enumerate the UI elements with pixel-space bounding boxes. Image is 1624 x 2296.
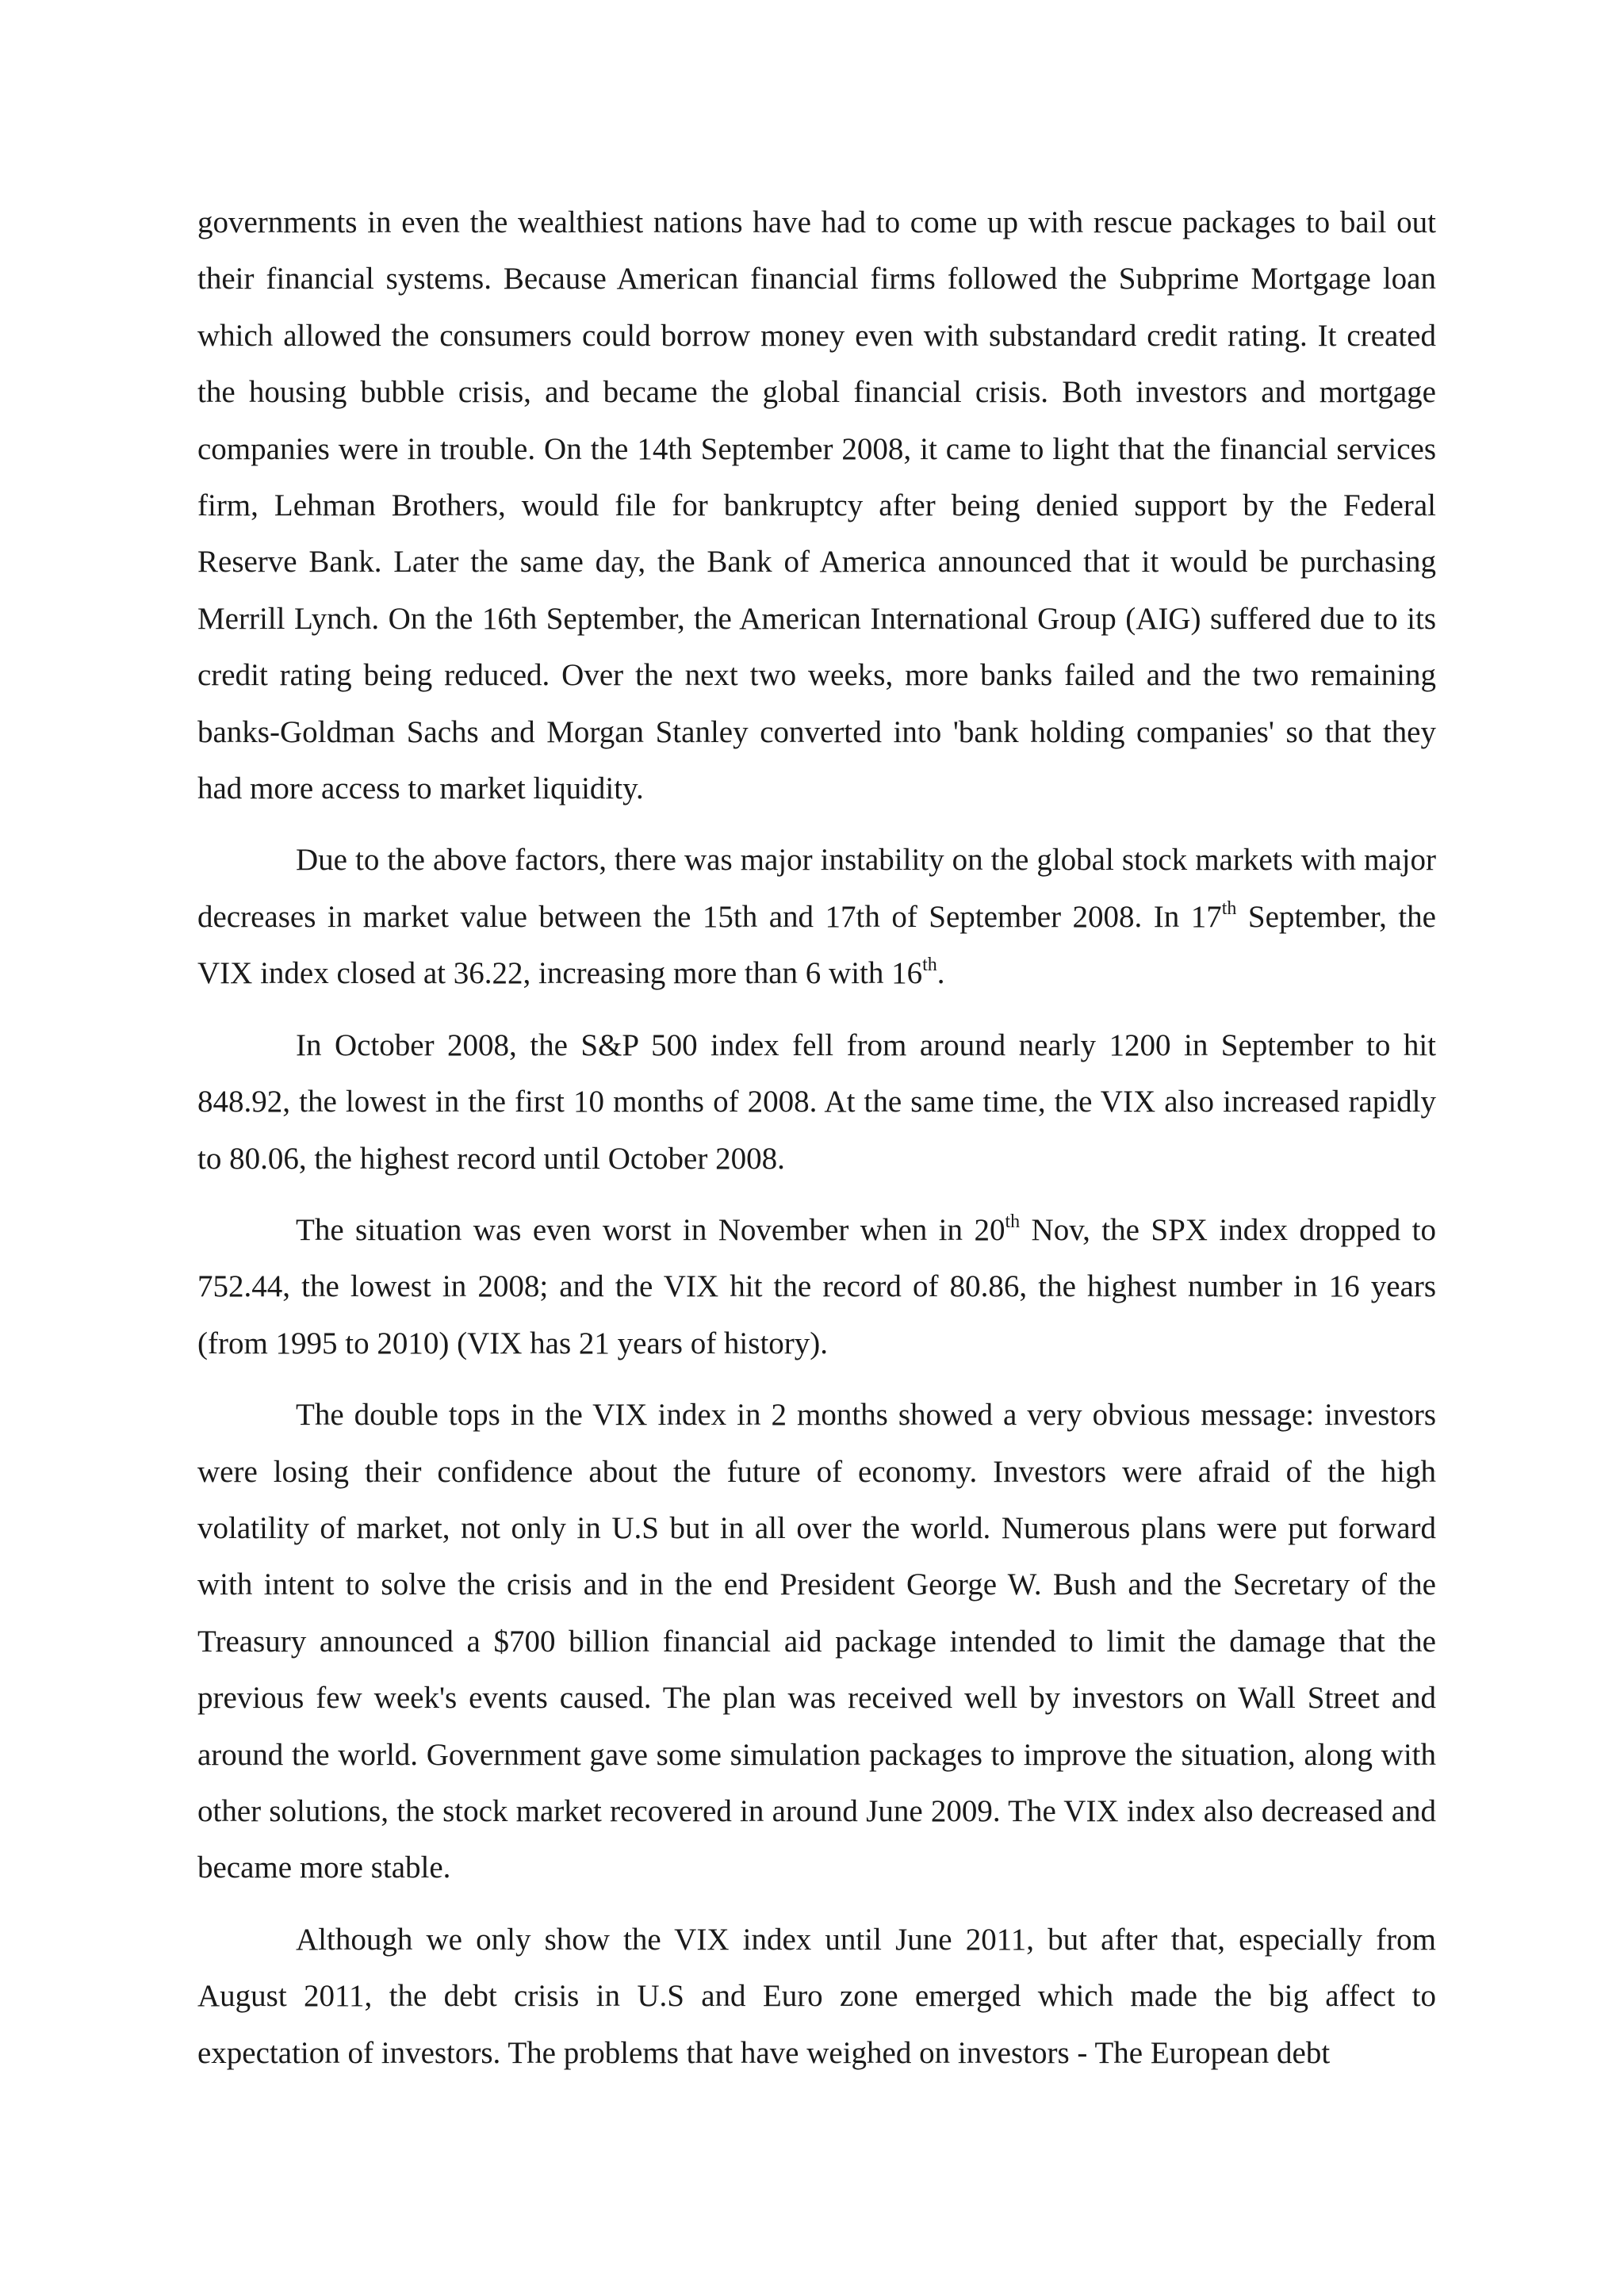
ordinal-superscript: th	[1221, 897, 1237, 919]
paragraph-6-text: Although we only show the VIX index until June 2011, but after that, especially from August 2011, the debt crisis in U.S and Euro zone emerged which made the big affect to expectation of investors. The problems that have weighed on investors - The European debt	[197, 1922, 1436, 2070]
paragraph-1	[197, 194, 1436, 817]
paragraph-4-text-a: The situation was even worst in November when in 20	[296, 1212, 1005, 1247]
paragraph-4	[197, 1202, 1436, 1372]
ordinal-superscript: th	[1005, 1211, 1021, 1232]
paragraph-6	[197, 1911, 1436, 2081]
paragraph-2-text-c: .	[936, 956, 945, 991]
paragraph-2	[197, 832, 1436, 1001]
paragraph-5	[197, 1387, 1436, 1896]
paragraph-4-text-b: Nov, the SPX index dropped to 752.44, the lowest in 2008; and the VIX hit the record of 80.86, the highest number in 16 years (from 1995 to 2010) (VIX has 21 years of history).	[197, 1212, 1437, 1360]
ordinal-superscript: th	[922, 955, 937, 976]
paragraph-3-text: In October 2008, the S&P 500 index fell from around nearly 1200 in September to hit 848.92, the lowest in the first 10 months of 2008. At the same time, the VIX also increased rapidly to 80.06, the highest record until October 2008.	[197, 1027, 1436, 1176]
paragraph-3	[197, 1017, 1436, 1187]
paragraph-2-text-b: September, the VIX index closed at 36.22, increasing more than 6 with 16	[197, 899, 1436, 991]
paragraph-2-text-a: Due to the above factors, there was major instability on the global stock markets with major decreases in market value between the 15th and 17th of September 2008. In 17	[197, 843, 1436, 934]
paragraph-1-text: governments in even the wealthiest nations have had to come up with rescue packages to bail out their financial systems. Because American financial firms followed the Subprime Mortgage loan which allowed the consumers could borrow money even with substandard credit rating. It created the housing bubble crisis, and became the global financial crisis. Both investors and mortgage companies were in trouble. On the 14th September 2008, it came to light that the financial services firm, Lehman Brothers, would file for bankruptcy after being denied support by the Federal Reserve Bank. Later the same day, the Bank of America announced that it would be purchasing Merrill Lynch. On the 16th September, the American International Group (AIG) suffered due to its credit rating being reduced. Over the next two weeks, more banks failed and the two remaining banks-Goldman Sachs and Morgan Stanley converted into 'bank holding companies' so that they had more access to market liquidity.	[197, 205, 1436, 806]
paragraph-5-text: The double tops in the VIX index in 2 months showed a very obvious message: investors were losing their confidence about the future of economy. Investors were afraid of the high volatility of market, not only in U.S but in all over the world. Numerous plans were put forward with intent to solve the crisis and in the end President George W. Bush and the Secretary of the Treasury announced a $700 billion financial aid package intended to limit the damage that the previous few week's events caused. The plan was received well by investors on Wall Street and around the world. Government gave some simulation packages to improve the situation, along with other solutions, the stock market recovered in around June 2009. The VIX index also decreased and became more stable.	[197, 1398, 1436, 1885]
document-page	[197, 194, 1436, 2081]
